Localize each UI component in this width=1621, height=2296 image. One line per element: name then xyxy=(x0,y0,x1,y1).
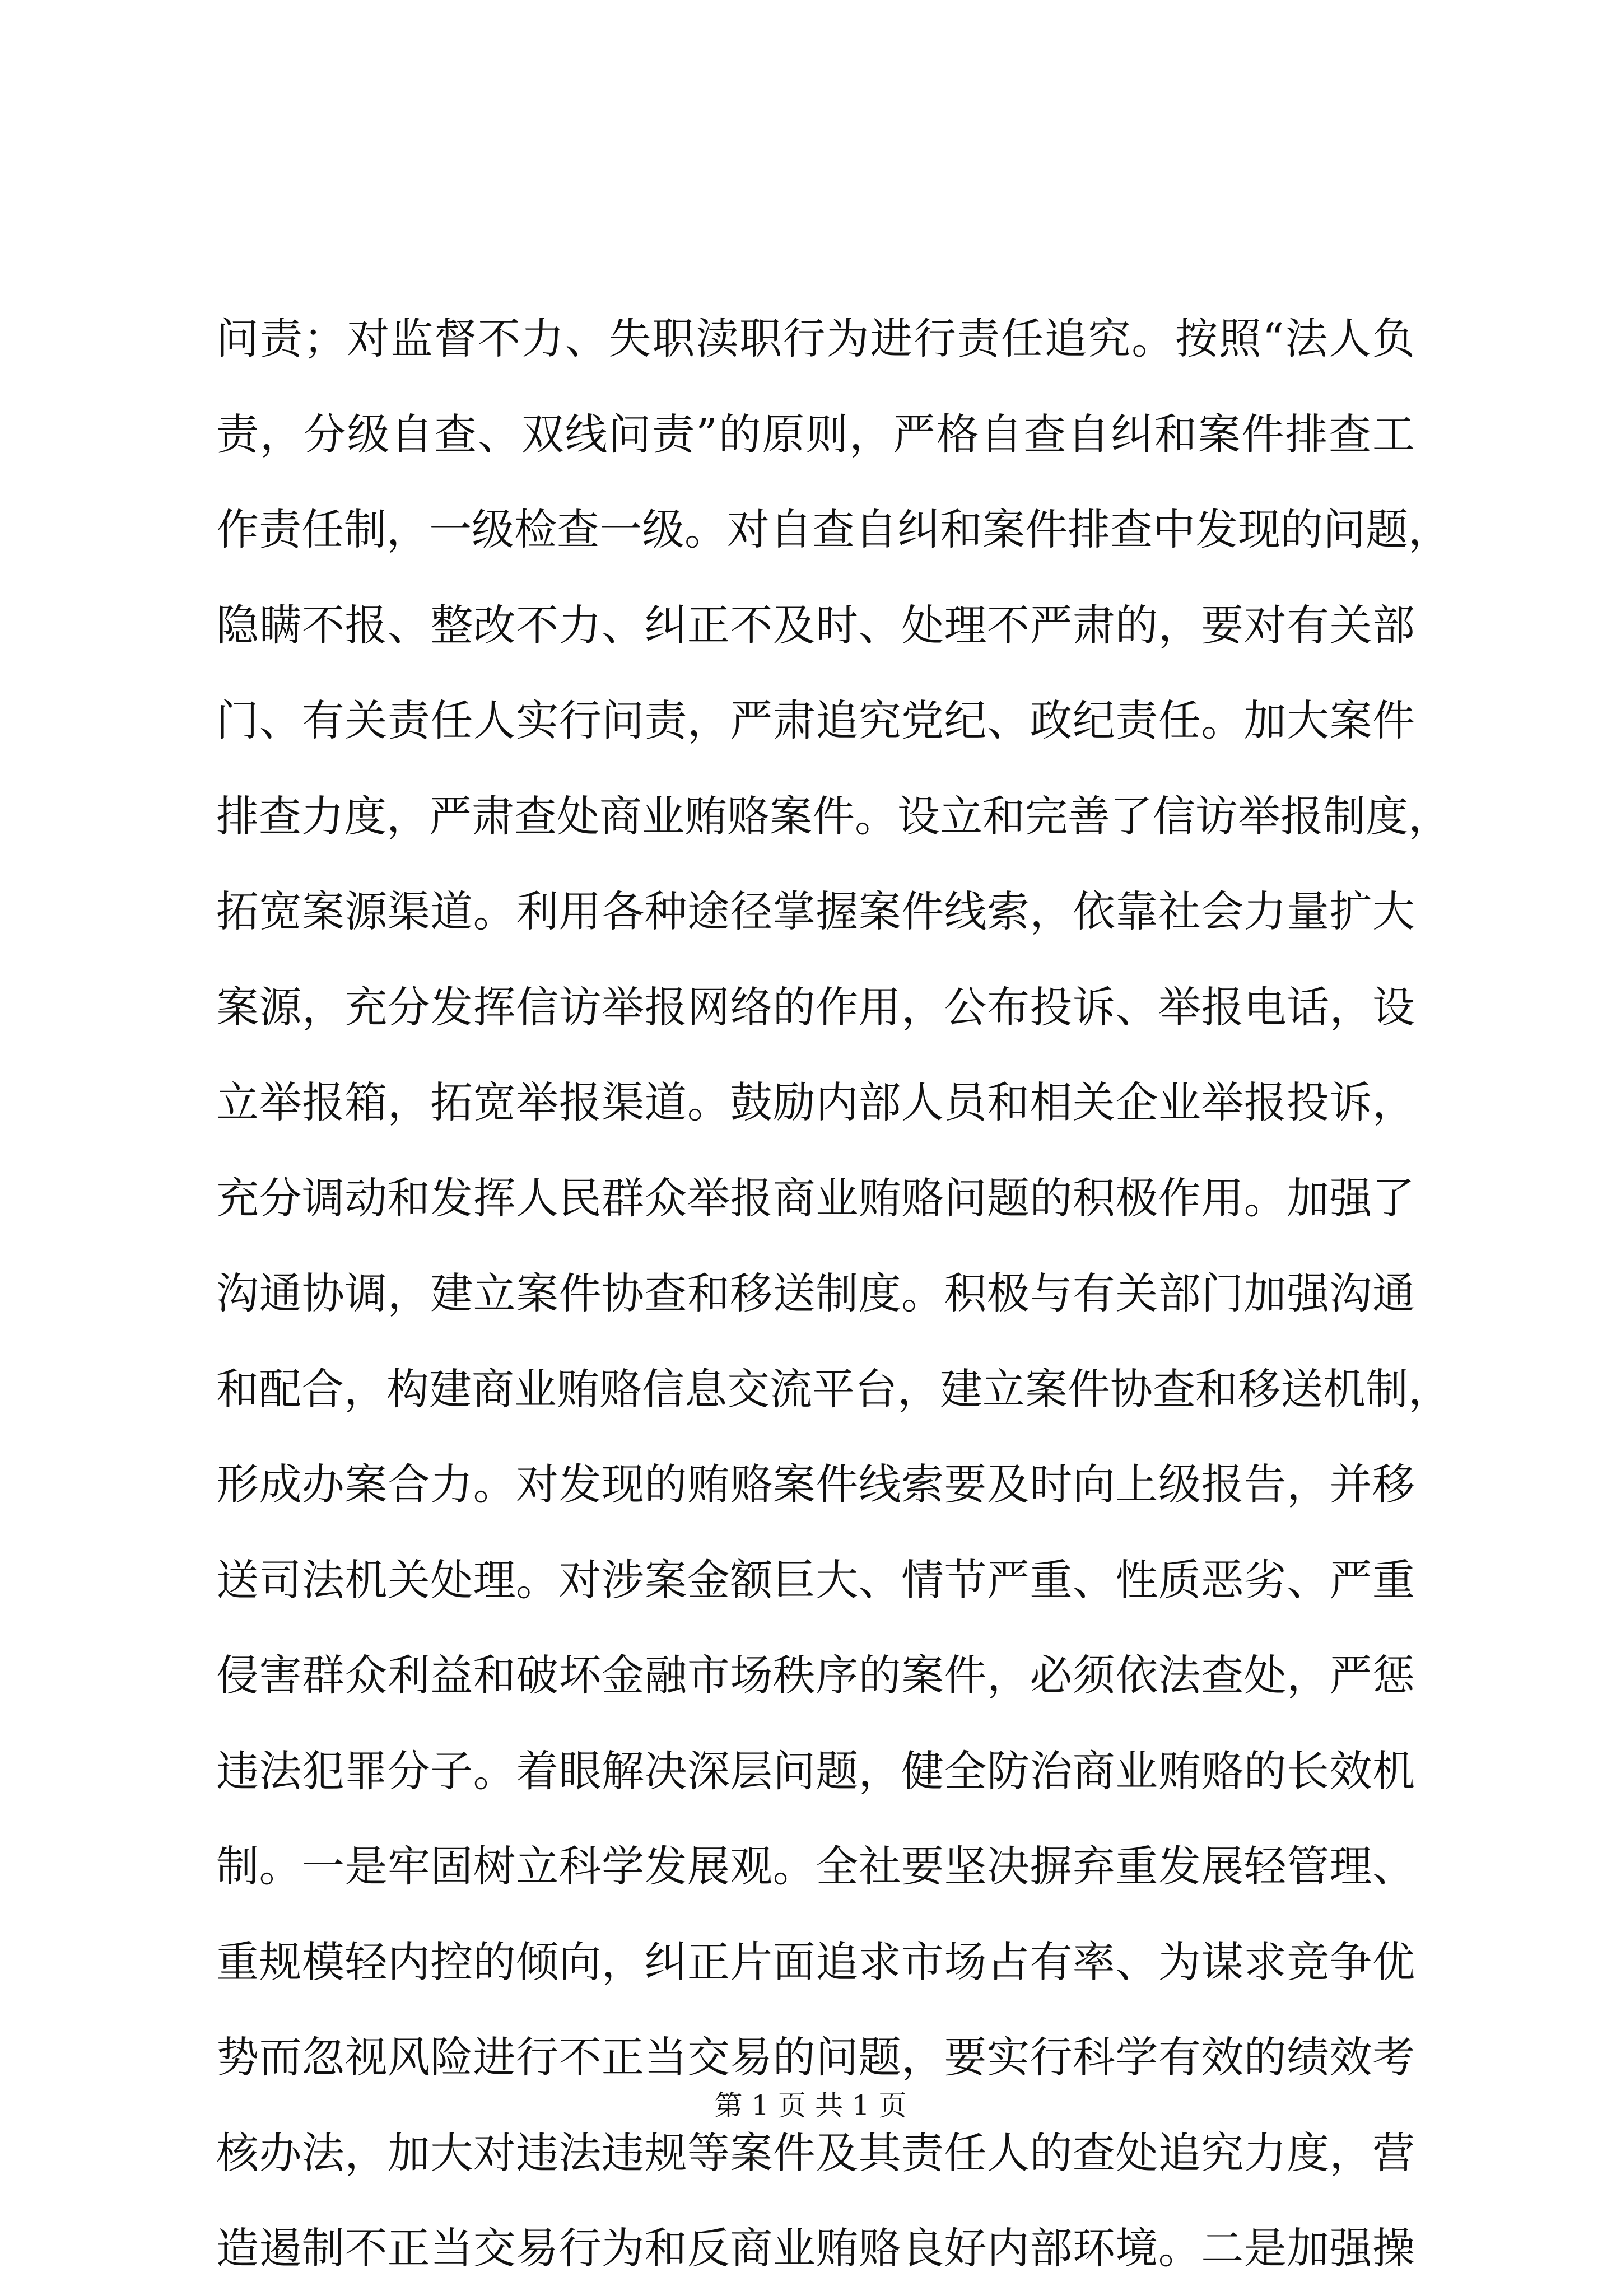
body-line: 充分调动和发挥人民群众举报商业贿赂问题的积极作用。加强了 xyxy=(216,1173,1415,1223)
body-line: 重规模轻内控的倾向，纠正片面追求市场占有率、为谋求竞争优 xyxy=(216,1937,1415,1987)
body-line: 隐瞒不报、整改不力、纠正不及时、处理不严肃的，要对有关部 xyxy=(216,600,1415,650)
body-line: 形成办案合力。对发现的贿赂案件线索要及时向上级报告，并移 xyxy=(216,1459,1415,1509)
page-footer: 第 1 页 共 1 页 xyxy=(714,2089,907,2122)
body-line: 侵害群众利益和破坏金融市场秩序的案件，必须依法查处，严惩 xyxy=(216,1650,1415,1700)
body-line: 拓宽案源渠道。利用各种途径掌握案件线索，依靠社会力量扩大 xyxy=(216,886,1415,936)
body-line: 造遏制不正当交易行为和反商业贿赂良好内部环境。二是加强操 xyxy=(216,2223,1415,2273)
body-line: 门、有关责任人实行问责，严肃追究党纪、政纪责任。加大案件 xyxy=(216,696,1415,745)
body-line: 制。一是牢固树立科学发展观。全社要坚决摒弃重发展轻管理、 xyxy=(216,1841,1415,1891)
body-line: 作责任制，一级检查一级。对自查自纠和案件排查中发现的问题， xyxy=(216,505,1451,554)
body-line: 核办法，加大对违法违规等案件及其责任人的查处追究力度，营 xyxy=(216,2128,1415,2178)
body-line: 违法犯罪分子。着眼解决深层问题，健全防治商业贿赂的长效机 xyxy=(216,1746,1415,1796)
body-line: 责，分级自查、双线问责”的原则，严格自查自纠和案件排查工 xyxy=(216,409,1415,459)
body-line: 沟通协调，建立案件协查和移送制度。积极与有关部门加强沟通 xyxy=(216,1268,1415,1318)
body-line: 立举报箱，拓宽举报渠道。鼓励内部人员和相关企业举报投诉， xyxy=(216,1077,1415,1127)
body-line: 排查力度，严肃查处商业贿赂案件。设立和完善了信访举报制度， xyxy=(216,791,1451,841)
body-line: 案源，充分发挥信访举报网络的作用，公布投诉、举报电话，设 xyxy=(216,982,1415,1032)
body-line: 送司法机关处理。对涉案金额巨大、情节严重、性质恶劣、严重 xyxy=(216,1555,1415,1605)
body-line: 和配合，构建商业贿赂信息交流平台，建立案件协查和移送机制， xyxy=(216,1364,1451,1414)
body-line: 问责；对监督不力、失职渎职行为进行责任追究。按照“法人负 xyxy=(216,314,1415,363)
body-line: 势而忽视风险进行不正当交易的问题，要实行科学有效的绩效考 xyxy=(216,2032,1415,2082)
